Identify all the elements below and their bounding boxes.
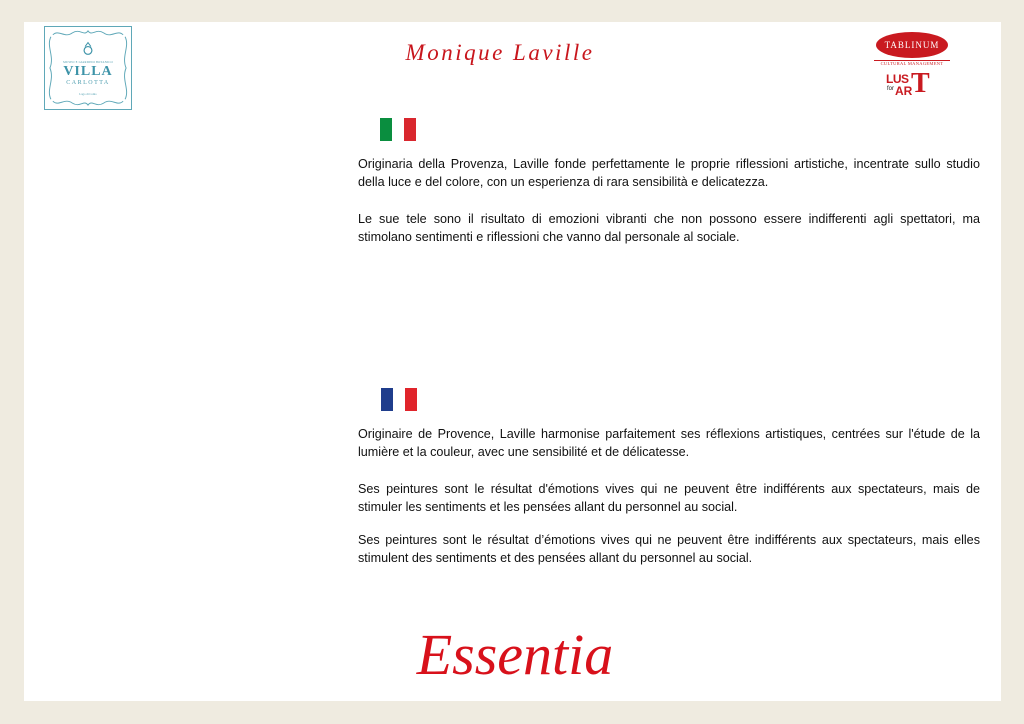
- french-flag-white-stripe: [393, 388, 405, 411]
- tablinum-tagline: CULTURAL MANAGEMENT: [874, 60, 950, 66]
- lust-logo-lus: LUS: [886, 72, 909, 86]
- italian-flag-red-stripe: [404, 118, 416, 141]
- lust-logo-ar: AR: [895, 84, 913, 98]
- french-paragraph-1: Originaire de Provence, Laville harmonise parfaitement ses réflexions artistiques, centrées sur l'étude de la lumière et la couleur, avec une sensibilité et de délicatesse.: [358, 427, 980, 459]
- document-page: [24, 22, 1001, 701]
- villa-logo-top-text: MUSEO E GIARDINO BOTANICO: [63, 60, 113, 64]
- villa-carlotta-logo: [44, 26, 132, 110]
- italian-flag-icon: [380, 118, 416, 141]
- villa-logo-name: VILLA: [63, 64, 113, 79]
- french-paragraph-3: Ses peintures sont le résultat d’émotions vives qui ne peuvent être indifférents aux spectateurs, mais elles stimulent des sentiments et des pensées allant du personnel au social.: [358, 533, 980, 565]
- villa-logo-bottom-text: Lago di Como: [79, 92, 97, 96]
- french-paragraph-2: Ses peintures sont le résultat d'émotions vives qui ne peuvent être indifférents aux spectateurs, mais de stimuler les sentiments et les pensées allant du personnel au social.: [358, 482, 980, 514]
- italian-flag-white-stripe: [392, 118, 404, 141]
- italian-flag-green-stripe: [380, 118, 392, 141]
- artist-name-heading: Monique Laville: [405, 40, 595, 65]
- italian-paragraph-2: Le sue tele sono il risultato di emozioni vibranti che non possono essere indifferenti agli spettatori, ma stimolano sentimenti e riflessioni che vanno dal personale al sociale.: [358, 212, 980, 244]
- villa-logo-subname: CARLOTTA: [66, 80, 110, 86]
- tablinum-logo: [876, 32, 948, 58]
- french-flag-icon: [381, 388, 417, 411]
- lust-logo-t: T: [911, 68, 930, 99]
- french-flag-red-stripe: [405, 388, 417, 411]
- lust-logo-for: for: [887, 86, 895, 92]
- essentia-title: Essentia: [416, 622, 614, 687]
- italian-paragraph-1: Originaria della Provenza, Laville fonde perfettamente le proprie riflessioni artistiche, incentrate sullo studio della luce e del colore, con un esperienza di rara sensibilità e delicatezza.: [358, 157, 980, 189]
- lust-for-art-logo: [884, 70, 944, 100]
- french-flag-blue-stripe: [381, 388, 393, 411]
- tablinum-logo-text: TABLINUM: [884, 40, 940, 50]
